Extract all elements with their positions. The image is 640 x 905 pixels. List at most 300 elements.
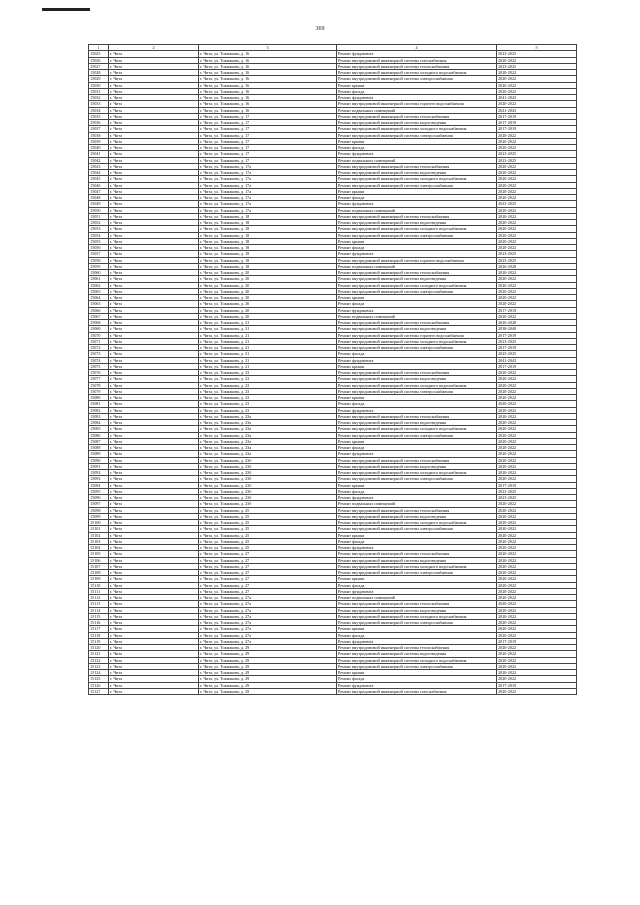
period-cell: 2017-2019 (497, 126, 577, 132)
work-type-cell: Ремонт фасада (337, 351, 497, 357)
work-type-cell: Ремонт фундамента (337, 545, 497, 551)
address-cell: г. Чита, ул. Токмакова, д. 23а (199, 432, 337, 438)
address-cell: г. Чита, ул. Токмакова, д. 17а (199, 195, 337, 201)
work-type-cell: Ремонт внутридомовой инженерной системы водоотведения (337, 120, 497, 126)
row-number-cell: 15069 (89, 326, 109, 332)
address-cell: г. Чита, ул. Токмакова, д. 21 (199, 320, 337, 326)
work-type-cell: Ремонт крыши (337, 395, 497, 401)
address-cell: г. Чита, ул. Токмакова, д. 17 (199, 157, 337, 163)
row-number-cell: 15045 (89, 176, 109, 182)
municipality-cell: г. Чита (109, 288, 199, 294)
period-cell: 2020-2022 (497, 382, 577, 388)
scan-corner-mark (42, 8, 90, 11)
work-type-cell: Ремонт внутридомовой инженерной системы электроснабжения (337, 232, 497, 238)
address-cell: г. Чита, ул. Токмакова, д. 18 (199, 238, 337, 244)
work-type-cell: Ремонт внутридомовой инженерной системы водоотведения (337, 557, 497, 563)
period-cell: 2023-2025 (497, 351, 577, 357)
work-type-cell: Ремонт внутридомовой инженерной системы теплоснабжения (337, 551, 497, 557)
row-number-cell: 15036 (89, 120, 109, 126)
period-cell: 2020-2022 (497, 188, 577, 194)
row-number-cell: 15041 (89, 151, 109, 157)
work-type-cell: Ремонт крыши (337, 363, 497, 369)
row-number-cell: 15058 (89, 257, 109, 263)
address-cell: г. Чита, ул. Токмакова, д. 20 (199, 295, 337, 301)
row-number-cell: 15083 (89, 413, 109, 419)
period-cell: 2020-2022 (497, 538, 577, 544)
municipality-cell: г. Чита (109, 157, 199, 163)
period-cell: 2020-2022 (497, 232, 577, 238)
municipality-cell: г. Чита (109, 107, 199, 113)
row-number-cell: 15123 (89, 663, 109, 669)
work-type-cell: Ремонт фундамента (337, 95, 497, 101)
work-type-cell: Ремонт внутридомовой инженерной системы холодного водоснабжения (337, 657, 497, 663)
row-number-cell: 15101 (89, 526, 109, 532)
row-number-cell: 15056 (89, 245, 109, 251)
address-cell: г. Чита, ул. Токмакова, д. 17 (199, 126, 337, 132)
row-number-cell: 15065 (89, 301, 109, 307)
municipality-cell: г. Чита (109, 201, 199, 207)
period-cell: 2020-2022 (497, 57, 577, 63)
period-cell: 2020-2022 (497, 470, 577, 476)
municipality-cell: г. Чита (109, 645, 199, 651)
municipality-cell: г. Чита (109, 170, 199, 176)
work-type-cell: Ремонт внутридомовой инженерной системы водоотведения (337, 326, 497, 332)
row-number-cell: 15087 (89, 438, 109, 444)
address-cell: г. Чита, ул. Токмакова, д. 21 (199, 357, 337, 363)
municipality-cell: г. Чита (109, 338, 199, 344)
municipality-cell: г. Чита (109, 195, 199, 201)
period-cell: 2020-2022 (497, 182, 577, 188)
work-type-cell: Ремонт внутридомовой инженерной системы теплоснабжения (337, 113, 497, 119)
period-cell: 2017-2019 (497, 345, 577, 351)
address-cell: г. Чита, ул. Токмакова, д. 17 (199, 120, 337, 126)
row-number-cell: 15098 (89, 507, 109, 513)
row-number-cell: 15026 (89, 57, 109, 63)
address-cell: г. Чита, ул. Токмакова, д. 27а (199, 632, 337, 638)
municipality-cell: г. Чита (109, 238, 199, 244)
row-number-cell: 15054 (89, 232, 109, 238)
period-cell: 2023-2025 (497, 488, 577, 494)
period-cell: 2020-2022 (497, 407, 577, 413)
row-number-cell: 15111 (89, 588, 109, 594)
municipality-cell: г. Чита (109, 451, 199, 457)
period-cell: 2020-2022 (497, 270, 577, 276)
address-cell: г. Чита, ул. Токмакова, д. 25 (199, 507, 337, 513)
period-cell: 2020-2022 (497, 413, 577, 419)
work-type-cell: Ремонт внутридомовой инженерной системы электроснабжения (337, 663, 497, 669)
address-cell: г. Чита, ул. Токмакова, д. 29 (199, 651, 337, 657)
row-number-cell: 15062 (89, 282, 109, 288)
period-cell: 2020-2022 (497, 645, 577, 651)
period-cell: 2020-2022 (497, 220, 577, 226)
address-cell: г. Чита, ул. Токмакова, д. 25 (199, 538, 337, 544)
row-number-cell: 15030 (89, 82, 109, 88)
address-cell: г. Чита, ул. Токмакова, д. 17а (199, 207, 337, 213)
period-cell: 2023-2025 (497, 63, 577, 69)
column-header: 3 (199, 45, 337, 51)
municipality-cell: г. Чита (109, 607, 199, 613)
address-cell: г. Чита, ул. Токмакова, д. 27 (199, 582, 337, 588)
period-cell: 2020-2022 (497, 632, 577, 638)
municipality-cell: г. Чита (109, 682, 199, 688)
work-type-cell: Ремонт фасада (337, 538, 497, 544)
period-cell: 2020-2022 (497, 688, 577, 694)
work-type-cell: Ремонт крыши (337, 238, 497, 244)
period-cell: 2017-2019 (497, 638, 577, 644)
row-number-cell: 15043 (89, 163, 109, 169)
municipality-cell: г. Чита (109, 457, 199, 463)
municipality-cell: г. Чита (109, 476, 199, 482)
municipality-cell: г. Чита (109, 232, 199, 238)
row-number-cell: 15064 (89, 295, 109, 301)
address-cell: г. Чита, ул. Токмакова, д. 27а (199, 607, 337, 613)
address-cell: г. Чита, ул. Токмакова, д. 18 (199, 245, 337, 251)
row-number-cell: 15046 (89, 182, 109, 188)
address-cell: г. Чита, ул. Токмакова, д. 17 (199, 113, 337, 119)
address-cell: г. Чита, ул. Токмакова, д. 27 (199, 570, 337, 576)
work-type-cell: Ремонт фундамента (337, 638, 497, 644)
work-type-cell: Ремонт фундамента (337, 151, 497, 157)
work-type-cell: Ремонт внутридомовой инженерной системы теплоснабжения (337, 413, 497, 419)
work-type-cell: Ремонт фундамента (337, 51, 497, 57)
address-cell: г. Чита, ул. Токмакова, д. 25 (199, 545, 337, 551)
address-cell: г. Чита, ул. Токмакова, д. 16 (199, 88, 337, 94)
work-type-cell: Ремонт крыши (337, 438, 497, 444)
work-type-cell: Ремонт подвальных помещений (337, 157, 497, 163)
work-type-cell: Ремонт фасада (337, 145, 497, 151)
work-type-cell: Ремонт внутридомовой инженерной системы электроснабжения (337, 182, 497, 188)
row-number-cell: 15100 (89, 520, 109, 526)
municipality-cell: г. Чита (109, 657, 199, 663)
row-number-cell: 15034 (89, 107, 109, 113)
period-cell: 2017-2019 (497, 363, 577, 369)
row-number-cell: 15044 (89, 170, 109, 176)
period-cell: 2020-2022 (497, 163, 577, 169)
row-number-cell: 15099 (89, 513, 109, 519)
row-number-cell: 15063 (89, 288, 109, 294)
row-number-cell: 15055 (89, 238, 109, 244)
address-cell: г. Чита, ул. Токмакова, д. 27а (199, 613, 337, 619)
work-type-cell: Ремонт крыши (337, 532, 497, 538)
work-type-cell: Ремонт внутридомовой инженерной системы теплоснабжения (337, 320, 497, 326)
row-number-cell: 15042 (89, 157, 109, 163)
period-cell: 2020-2022 (497, 670, 577, 676)
work-type-cell: Ремонт внутридомовой инженерной системы водоотведения (337, 513, 497, 519)
address-cell: г. Чита, ул. Токмакова, д. 23б (199, 463, 337, 469)
work-type-cell: Ремонт внутридомовой инженерной системы теплоснабжения (337, 601, 497, 607)
work-type-cell: Ремонт внутридомовой инженерной системы водоотведения (337, 170, 497, 176)
municipality-cell: г. Чита (109, 207, 199, 213)
row-number-cell: 15088 (89, 445, 109, 451)
work-type-cell: Ремонт внутридомовой инженерной системы холодного водоснабжения (337, 126, 497, 132)
row-number-cell: 15057 (89, 251, 109, 257)
work-type-cell: Ремонт крыши (337, 670, 497, 676)
work-type-cell: Ремонт внутридомовой инженерной системы газоснабжения (337, 57, 497, 63)
municipality-cell: г. Чита (109, 163, 199, 169)
work-type-cell: Ремонт внутридомовой инженерной системы теплоснабжения (337, 163, 497, 169)
work-type-cell: Ремонт фасада (337, 582, 497, 588)
municipality-cell: г. Чита (109, 320, 199, 326)
municipality-cell: г. Чита (109, 295, 199, 301)
address-cell: г. Чита, ул. Токмакова, д. 21 (199, 351, 337, 357)
period-cell: 2020-2022 (497, 520, 577, 526)
address-cell: г. Чита, ул. Токмакова, д. 21 (199, 332, 337, 338)
address-cell: г. Чита, ул. Токмакова, д. 16 (199, 101, 337, 107)
municipality-cell: г. Чита (109, 263, 199, 269)
municipality-cell: г. Чита (109, 670, 199, 676)
period-cell: 2020-2022 (497, 238, 577, 244)
work-type-cell: Ремонт внутридомовой инженерной системы теплоснабжения (337, 270, 497, 276)
row-number-cell: 15053 (89, 226, 109, 232)
address-cell: г. Чита, ул. Токмакова, д. 29 (199, 657, 337, 663)
address-cell: г. Чита, ул. Токмакова, д. 23а (199, 451, 337, 457)
municipality-cell: г. Чита (109, 501, 199, 507)
municipality-cell: г. Чита (109, 226, 199, 232)
municipality-cell: г. Чита (109, 301, 199, 307)
address-cell: г. Чита, ул. Токмакова, д. 17а (199, 170, 337, 176)
work-type-cell: Ремонт крыши (337, 626, 497, 632)
municipality-cell: г. Чита (109, 432, 199, 438)
address-cell: г. Чита, ул. Токмакова, д. 23б (199, 470, 337, 476)
address-cell: г. Чита, ул. Токмакова, д. 16 (199, 57, 337, 63)
address-cell: г. Чита, ул. Токмакова, д. 25 (199, 513, 337, 519)
row-number-cell: 15070 (89, 332, 109, 338)
address-cell: г. Чита, ул. Токмакова, д. 18 (199, 257, 337, 263)
period-cell: 2020-2022 (497, 570, 577, 576)
period-cell: 2020-2022 (497, 132, 577, 138)
work-type-cell: Ремонт внутридомовой инженерной системы холодного водоснабжения (337, 70, 497, 76)
municipality-cell: г. Чита (109, 538, 199, 544)
municipality-cell: г. Чита (109, 276, 199, 282)
period-cell: 2020-2022 (497, 288, 577, 294)
row-number-cell: 15048 (89, 195, 109, 201)
page-number: 369 (315, 26, 325, 32)
row-number-cell: 15126 (89, 682, 109, 688)
address-cell: г. Чита, ул. Токмакова, д. 23б (199, 482, 337, 488)
row-number-cell: 15047 (89, 188, 109, 194)
municipality-cell: г. Чита (109, 626, 199, 632)
address-cell: г. Чита, ул. Токмакова, д. 27а (199, 601, 337, 607)
row-number-cell: 15040 (89, 145, 109, 151)
period-cell: 2020-2022 (497, 513, 577, 519)
municipality-cell: г. Чита (109, 88, 199, 94)
work-type-cell: Ремонт подвальных помещений (337, 107, 497, 113)
address-cell: г. Чита, ул. Токмакова, д. 17а (199, 188, 337, 194)
municipality-cell: г. Чита (109, 251, 199, 257)
address-cell: г. Чита, ул. Токмакова, д. 23 (199, 395, 337, 401)
period-cell: 2020-2022 (497, 438, 577, 444)
row-number-cell: 15112 (89, 595, 109, 601)
period-cell: 2017-2019 (497, 482, 577, 488)
municipality-cell: г. Чита (109, 545, 199, 551)
address-cell: г. Чита, ул. Токмакова, д. 17 (199, 151, 337, 157)
repair-schedule-table (88, 44, 577, 695)
municipality-cell: г. Чита (109, 213, 199, 219)
address-cell: г. Чита, ул. Токмакова, д. 23б (199, 495, 337, 501)
work-type-cell: Ремонт внутридомовой инженерной системы холодного водоснабжения (337, 176, 497, 182)
row-number-cell: 15074 (89, 357, 109, 363)
row-number-cell: 15059 (89, 263, 109, 269)
row-number-cell: 15120 (89, 645, 109, 651)
municipality-cell: г. Чита (109, 376, 199, 382)
row-number-cell: 15125 (89, 676, 109, 682)
work-type-cell: Ремонт фасада (337, 245, 497, 251)
work-type-cell: Ремонт внутридомовой инженерной системы теплоснабжения (337, 645, 497, 651)
period-cell: 2020-2022 (497, 626, 577, 632)
municipality-cell: г. Чита (109, 395, 199, 401)
period-cell: 2020-2022 (497, 388, 577, 394)
row-number-cell: 15082 (89, 407, 109, 413)
work-type-cell: Ремонт крыши (337, 482, 497, 488)
address-cell: г. Чита, ул. Токмакова, д. 17 (199, 145, 337, 151)
address-cell: г. Чита, ул. Токмакова, д. 29 (199, 688, 337, 694)
municipality-cell: г. Чита (109, 420, 199, 426)
municipality-cell: г. Чита (109, 182, 199, 188)
period-cell: 2020-2022 (497, 101, 577, 107)
address-cell: г. Чита, ул. Токмакова, д. 16 (199, 95, 337, 101)
work-type-cell: Ремонт фасада (337, 676, 497, 682)
municipality-cell: г. Чита (109, 520, 199, 526)
row-number-cell: 15118 (89, 632, 109, 638)
municipality-cell: г. Чита (109, 113, 199, 119)
period-cell: 2020-2022 (497, 657, 577, 663)
work-type-cell: Ремонт подвальных помещений (337, 595, 497, 601)
address-cell: г. Чита, ул. Токмакова, д. 16 (199, 51, 337, 57)
period-cell: 2017-2019 (497, 120, 577, 126)
work-type-cell: Ремонт крыши (337, 138, 497, 144)
work-type-cell: Ремонт фундамента (337, 682, 497, 688)
work-type-cell: Ремонт внутридомовой инженерной системы теплоснабжения (337, 507, 497, 513)
period-cell: 2041-2043 (497, 357, 577, 363)
row-number-cell: 15096 (89, 495, 109, 501)
work-type-cell: Ремонт внутридомовой инженерной системы газоснабжения (337, 688, 497, 694)
row-number-cell: 15078 (89, 382, 109, 388)
row-number-cell: 15027 (89, 63, 109, 69)
period-cell: 2020-2022 (497, 445, 577, 451)
municipality-cell: г. Чита (109, 651, 199, 657)
row-number-cell: 15038 (89, 132, 109, 138)
address-cell: г. Чита, ул. Токмакова, д. 23 (199, 376, 337, 382)
municipality-cell: г. Чита (109, 576, 199, 582)
row-number-cell: 15094 (89, 482, 109, 488)
row-number-cell: 15033 (89, 101, 109, 107)
municipality-cell: г. Чита (109, 357, 199, 363)
work-type-cell: Ремонт внутридомовой инженерной системы электроснабжения (337, 76, 497, 82)
row-number-cell: 15067 (89, 313, 109, 319)
address-cell: г. Чита, ул. Токмакова, д. 25 (199, 532, 337, 538)
municipality-cell: г. Чита (109, 101, 199, 107)
work-type-cell: Ремонт фасада (337, 301, 497, 307)
work-type-cell: Ремонт крыши (337, 576, 497, 582)
period-cell: 2041-2043 (497, 107, 577, 113)
work-type-cell: Ремонт внутридомовой инженерной системы горячего водоснабжения (337, 257, 497, 263)
period-cell: 2023-2025 (497, 251, 577, 257)
municipality-cell: г. Чита (109, 326, 199, 332)
period-cell: 2020-2022 (497, 595, 577, 601)
work-type-cell: Ремонт внутридомовой инженерной системы холодного водоснабжения (337, 470, 497, 476)
municipality-cell: г. Чита (109, 382, 199, 388)
work-type-cell: Ремонт фасада (337, 632, 497, 638)
municipality-cell: г. Чита (109, 470, 199, 476)
period-cell: 2020-2022 (497, 295, 577, 301)
column-header: 5 (497, 45, 577, 51)
period-cell: 2020-2022 (497, 501, 577, 507)
period-cell: 2020-2022 (497, 420, 577, 426)
work-type-cell: Ремонт фундамента (337, 588, 497, 594)
address-cell: г. Чита, ул. Токмакова, д. 23а (199, 426, 337, 432)
row-number-cell: 15093 (89, 476, 109, 482)
period-cell: 2020-2022 (497, 588, 577, 594)
row-number-cell: 15077 (89, 376, 109, 382)
period-cell: 2020-2022 (497, 282, 577, 288)
municipality-cell: г. Чита (109, 282, 199, 288)
municipality-cell: г. Чита (109, 588, 199, 594)
period-cell: 2020-2022 (497, 576, 577, 582)
period-cell: 2020-2022 (497, 145, 577, 151)
row-number-cell: 15116 (89, 620, 109, 626)
period-cell: 2020-2022 (497, 301, 577, 307)
period-cell: 2020-2022 (497, 82, 577, 88)
address-cell: г. Чита, ул. Токмакова, д. 17а (199, 163, 337, 169)
period-cell: 2020-2022 (497, 213, 577, 219)
address-cell: г. Чита, ул. Токмакова, д. 27а (199, 595, 337, 601)
address-cell: г. Чита, ул. Токмакова, д. 21 (199, 363, 337, 369)
row-number-cell: 15081 (89, 401, 109, 407)
work-type-cell: Ремонт внутридомовой инженерной системы холодного водоснабжения (337, 613, 497, 619)
row-number-cell: 15117 (89, 626, 109, 632)
municipality-cell: г. Чита (109, 270, 199, 276)
row-number-cell: 15106 (89, 557, 109, 563)
address-cell: г. Чита, ул. Токмакова, д. 21 (199, 345, 337, 351)
row-number-cell: 15079 (89, 388, 109, 394)
period-cell: 2020-2022 (497, 582, 577, 588)
address-cell: г. Чита, ул. Токмакова, д. 21 (199, 338, 337, 344)
municipality-cell: г. Чита (109, 557, 199, 563)
row-number-cell: 15113 (89, 601, 109, 607)
address-cell: г. Чита, ул. Токмакова, д. 20 (199, 307, 337, 313)
period-cell: 2017-2019 (497, 113, 577, 119)
work-type-cell: Ремонт фундамента (337, 451, 497, 457)
address-cell: г. Чита, ул. Токмакова, д. 18 (199, 251, 337, 257)
work-type-cell: Ремонт фасада (337, 88, 497, 94)
address-cell: г. Чита, ул. Токмакова, д. 17а (199, 182, 337, 188)
address-cell: г. Чита, ул. Токмакова, д. 23 (199, 407, 337, 413)
period-cell: 2020-2022 (497, 245, 577, 251)
municipality-cell: г. Чита (109, 82, 199, 88)
municipality-cell: г. Чита (109, 551, 199, 557)
municipality-cell: г. Чита (109, 95, 199, 101)
municipality-cell: г. Чита (109, 345, 199, 351)
work-type-cell: Ремонт фундамента (337, 307, 497, 313)
period-cell: 2020-2022 (497, 313, 577, 319)
municipality-cell: г. Чита (109, 463, 199, 469)
work-type-cell: Ремонт внутридомовой инженерной системы холодного водоснабжения (337, 426, 497, 432)
row-number-cell: 15097 (89, 501, 109, 507)
address-cell: г. Чита, ул. Токмакова, д. 23б (199, 457, 337, 463)
municipality-cell: г. Чита (109, 688, 199, 694)
work-type-cell: Ремонт внутридомовой инженерной системы холодного водоснабжения (337, 226, 497, 232)
municipality-cell: г. Чита (109, 526, 199, 532)
address-cell: г. Чита, ул. Токмакова, д. 29 (199, 670, 337, 676)
period-cell: 2020-2022 (497, 507, 577, 513)
period-cell: 2020-2022 (497, 601, 577, 607)
row-number-cell: 15089 (89, 451, 109, 457)
period-cell: 2020-2022 (497, 88, 577, 94)
work-type-cell: Ремонт внутридомовой инженерной системы электроснабжения (337, 132, 497, 138)
municipality-cell: г. Чита (109, 245, 199, 251)
address-cell: г. Чита, ул. Токмакова, д. 23 (199, 401, 337, 407)
period-cell: 2020-2022 (497, 370, 577, 376)
